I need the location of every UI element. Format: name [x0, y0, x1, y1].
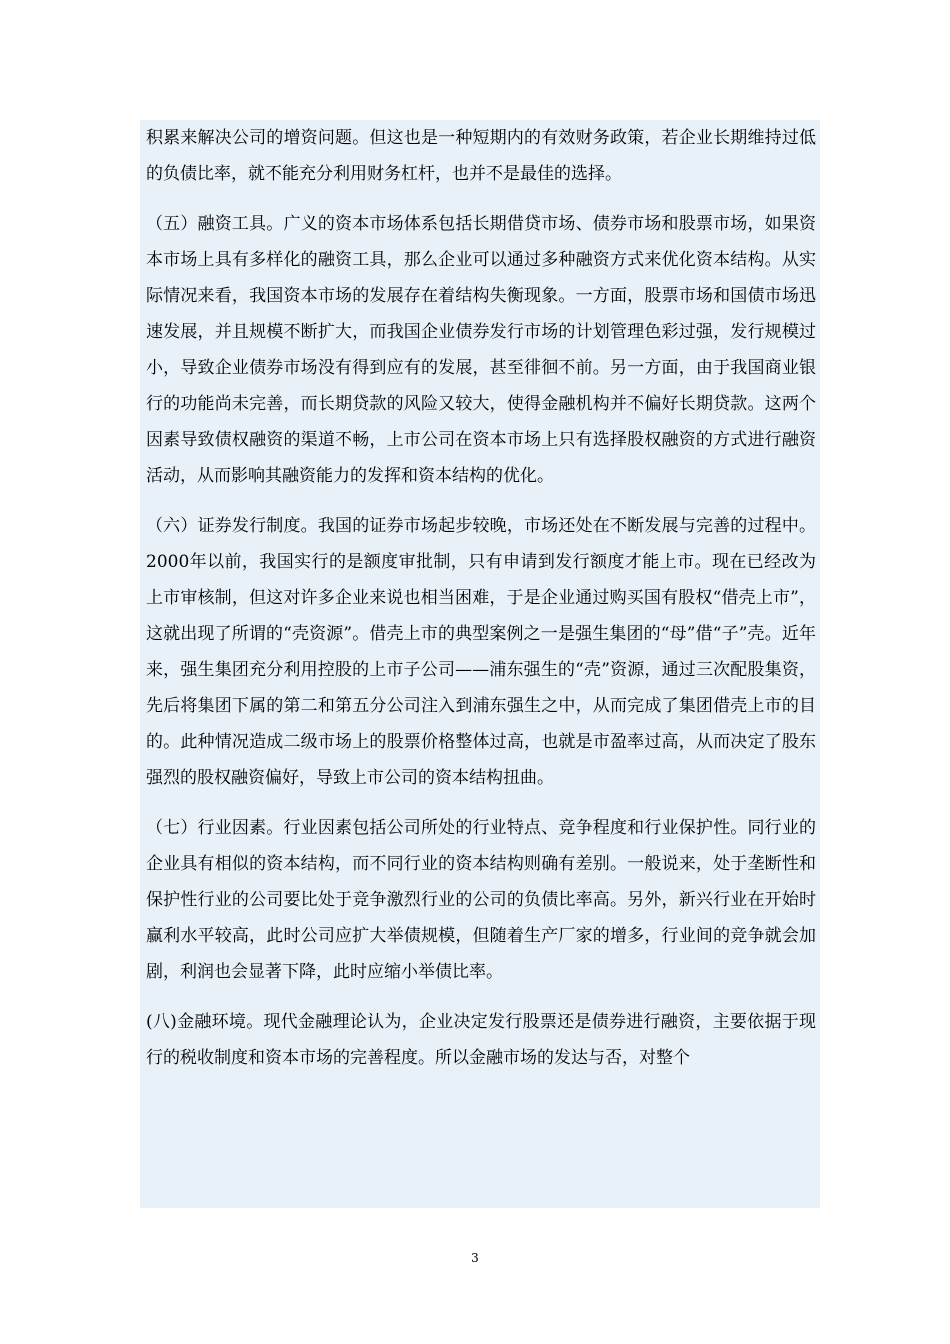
paragraph-gap: [140, 796, 820, 810]
paragraph-securities-issuance: （六）证券发行制度。我国的证券市场起步较晚，市场还处在不断发展与完善的过程中。2000年以前，我国实行的是额度审批制，只有申请到发行额度才能上市。现在已经改为上市审核制，但这对许多企业来说也相当困难，于是企业通过购买国有股权“借壳上市”，这就出现了所谓的“壳资源”。借壳上市的典型案例之一是强生集团的“母”借“子”壳。近年来，强生集团充分利用控股的上市子公司——浦东强生的“壳”资源，通过三次配股集资，先后将集团下属的第二和第五分公司注入到浦东强生之中，从而完成了集团借壳上市的目的。此种情况造成二级市场上的股票价格整体过高，也就是市盈率过高，从而决定了股东强烈的股权融资偏好，导致上市公司的资本结构扭曲。: [146, 516, 816, 788]
paragraph-industry-factors: （七）行业因素。行业因素包括公司所处的行业特点、竞争程度和行业保护性。同行业的企业具有相似的资本结构，而不同行业的资本结构则确有差别。一般说来，处于垄断性和保护性行业的公司要比处于竞争激烈行业的公司的负债比率高。另外，新兴行业在开始时赢利水平较高，此时公司应扩大举债规模，但随着生产厂家的增多，行业间的竞争就会加剧，利润也会显著下降，此时应缩小举债比率。: [146, 818, 816, 982]
paragraph-gap: [140, 990, 820, 1004]
paragraph-gap: [140, 192, 820, 206]
paragraph-financing-tools: （五）融资工具。广义的资本市场体系包括长期借贷市场、债券市场和股票市场，如果资本市场上具有多样化的融资工具，那么企业可以通过多种融资方式来优化资本结构。从实际情况来看，我国资本市场的发展存在着结构失衡现象。一方面，股票市场和国债市场迅速发展，并且规模不断扩大，而我国企业债券发行市场的计划管理色彩过强，发行规模过小，导致企业债券市场没有得到应有的发展，甚至徘徊不前。另一方面，由于我国商业银行的功能尚未完善，而长期贷款的风险又较大，使得金融机构并不偏好长期贷款。这两个因素导致债权融资的渠道不畅，上市公司在资本市场上只有选择股权融资的方式进行融资活动，从而影响其融资能力的发挥和资本结构的优化。: [146, 214, 816, 486]
paragraph-continuation: 积累来解决公司的增资问题。但这也是一种短期内的有效财务政策，若企业长期维持过低的负债比率，就不能充分利用财务杠杆，也并不是最佳的选择。: [146, 128, 816, 184]
page-number: 3: [471, 1251, 479, 1265]
paragraph-financial-environment: (八)金融环境。现代金融理论认为，企业决定发行股票还是债券进行融资，主要依据于现行的税收制度和资本市场的完善程度。所以金融市场的发达与否，对整个: [146, 1012, 816, 1068]
paragraph-gap: [140, 494, 820, 508]
document-body: [140, 120, 820, 1208]
